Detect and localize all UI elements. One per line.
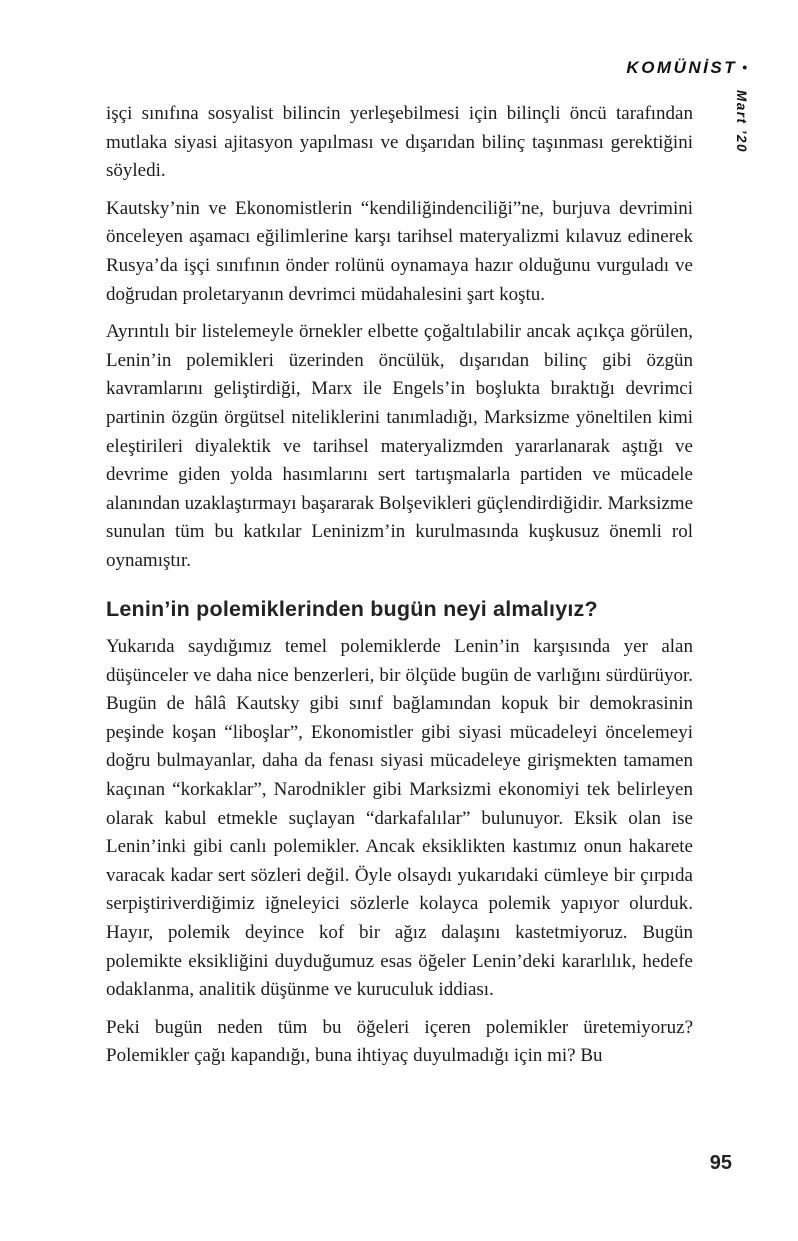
- issue-date: Mart ’20: [734, 90, 749, 154]
- paragraph: Kautsky’nin ve Ekonomistlerin “kendiliğindenciliği”ne, burjuva devrimini önceleyen aşamacı eğilimlerine karşı tarihsel materyalizmi kılavuz edinerek Rusya’da işçi sınıfının önder rolünü oynamaya hazır olduğunu vurguladı ve doğrudan proletaryanın devrimci müdahalesini şart koştu.: [106, 197, 693, 305]
- paragraph: Yukarıda saydığımız temel polemiklerde Lenin’in karşısında yer alan düşünceler ve daha nice benzerleri, bir ölçüde bugün de varlığını sürdürüyor. Bugün de hâlâ Kautsky gibi sınıf bağlamından kopuk bir demokrasinin peşinde koşan “liboşlar”, Ekonomistler gibi siyasi mücadeleyi öncelemeyi doğru bulmayanlar, daha da fenası siyasi mücadeleye girişmekten tamamen kaçınan “korkaklar”, Narodnikler gibi Marksizmi ekonomiyi tek belirleyen olarak kabul etmekle suçlayan “darkafalılar” bulunuyor. Eksik olan ise Lenin’inki gibi canlı polemikler. Ancak eksiklikten kastımız onun hakarete varacak kadar sert sözleri değil. Öyle olsaydı yukarıdaki cümleye bir çırpıda serpiştiriverdiğimiz iğneleyici sözlerle kolayca polemik yapıyor olurduk. Hayır, polemik deyince kof bir ağız dalaşını kastetmiyoruz. Bugün polemikte eksikliğini duyduğumuz esas öğeler Lenin’deki kararlılık, hedefe odaklanma, analitik düşünme ve kuruculuk iddiası.: [106, 636, 693, 1001]
- journal-title: KOMÜNİST: [626, 58, 738, 77]
- header-bullet-icon: •: [742, 59, 747, 75]
- paragraph: Peki bugün neden tüm bu öğeleri içeren polemikler üretemiyoruz? Polemikler çağı kapandığı, buna ihtiyaç duyulmadığı için mi? Bu: [106, 1016, 693, 1067]
- paragraph: Ayrıntılı bir listelemeyle örnekler elbette çoğaltılabilir ancak açıkça görülen, Lenin’in polemikleri üzerinden öncülük, dışarıdan bilinç gibi özgün kavramlarını geliştirdiği, Marx ile Engels’in boşlukta bıraktığı devrimci partinin özgün örgütsel niteliklerini tanımladığı, Marksizme yöneltilen kimi eleştirileri diyalektik ve tarihsel materyalizmden yararlanarak aştığı ve devrime giden yolda hasımlarını sert tartışmalarla partiden ve mücadele alanından uzaklaştırmayı başararak Bolşevikleri güçlendirdiğidir. Marksizme sunulan tüm bu katkılar Leninizm’in kurulmasında kuşkusuz önemli rol oynamıştır.: [106, 321, 693, 571]
- section-heading: Lenin’in polemiklerinden bugün neyi almalıyız?: [106, 596, 598, 621]
- page-header: [626, 58, 747, 78]
- page-number: 95: [709, 1152, 732, 1174]
- article-body: [106, 100, 693, 1080]
- paragraph: işçi sınıfına sosyalist bilincin yerleşebilmesi için bilinçli öncü tarafından mutlaka siyasi ajitasyon yapılması ve dışarıdan bilinç taşınması gerektiğini söyledi.: [106, 103, 693, 182]
